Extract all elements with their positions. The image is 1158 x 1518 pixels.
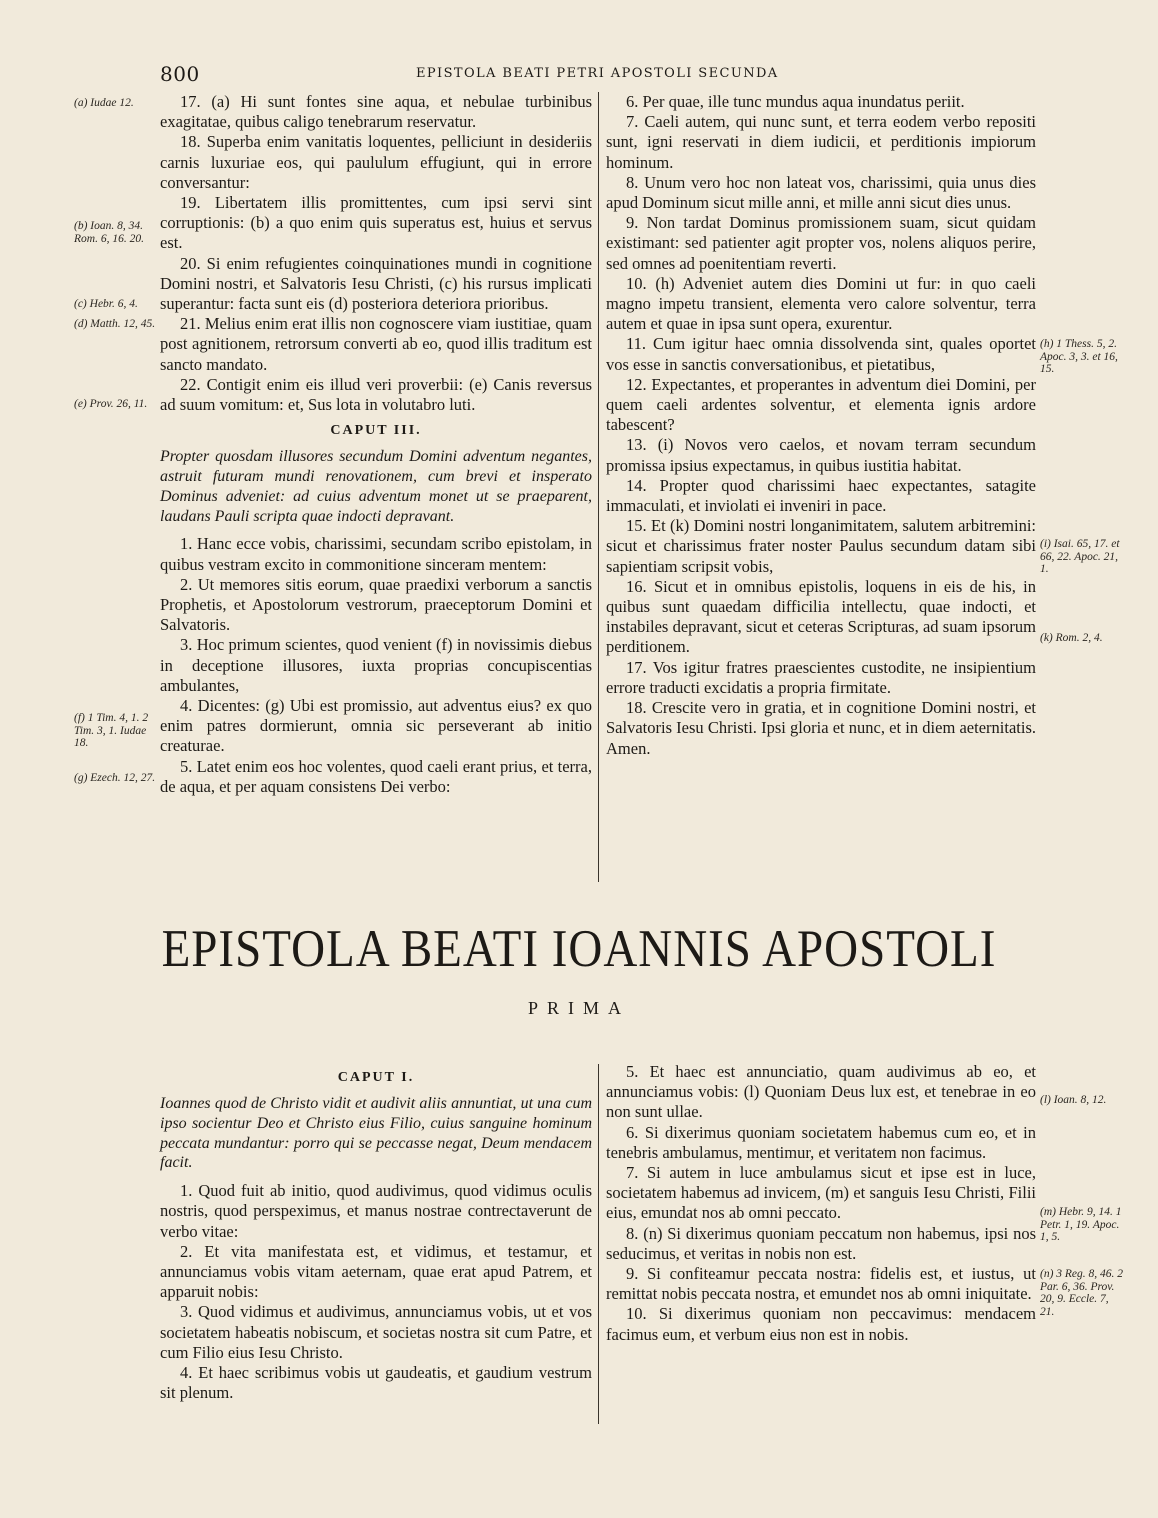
verse: 12. Expectantes, et properantes in adventum diei Domini, per quem caeli ardentes solventur, et elementa ignis ardore tabescent? <box>606 374 1036 435</box>
verse: 2. Et vita manifestata est, et vidimus, et testamur, et annunciamus vobis vitam aeternam, quae erat apud Patrem, et apparuit nobis: <box>160 1241 592 1302</box>
top-right-column <box>606 92 1036 759</box>
verse: 17. Vos igitur fratres praescientes custodite, ne insipientium errore traducti excidatis a propria firmitate. <box>606 657 1036 697</box>
margin-note: (i) Isai. 65, 17. et 66, 22. Apoc. 21, 1. <box>1040 538 1120 575</box>
verse: 22. Contigit enim eis illud veri proverbii: (e) Canis reversus ad suum vomitum: et, Sus lota in volutabro luti. <box>160 374 592 415</box>
verse: 11. Cum igitur haec omnia dissolvenda sint, quales oportet vos esse in sanctis conversationibus, et pietatibus, <box>606 334 1036 374</box>
verse: 7. Si autem in luce ambulamus sicut et ipse est in luce, societatem habemus ad invicem, (m) et sanguis Iesu Christi, Filii eius, emundat nos ab omni peccato. <box>606 1163 1036 1223</box>
verse: 10. Si dixerimus quoniam non peccavimus: mendacem facimus eum, et verbum eius non est in nobis. <box>606 1304 1036 1344</box>
margin-note: (e) Prov. 26, 11. <box>74 398 148 410</box>
chapter-summary: Propter quosdam illusores secundum Domini adventum negantes, astruit futuram mundi renovationem, cum brevi et insperato Dominus adveniet: ad cuius adventum monet ut se praeparent, laudans Pauli scripta quae indocti depravant. <box>160 448 592 525</box>
running-head <box>160 62 800 86</box>
verse: 6. Per quae, ille tunc mundus aqua inundatus periit. <box>626 92 965 111</box>
verse: 20. Si enim refugientes coinquinationes mundi in cognitione Domini nostri, et Salvatoris Iesu Christi, (c) his rursus implicati superantur: facta sunt eis (d) posteriora deteriora prioribus. <box>160 253 592 314</box>
verse: 14. Propter quod charissimi haec expectantes, satagite immaculati, et inviolati ei inveniri in pace. <box>606 475 1036 516</box>
margin-note: (a) Iudae 12. <box>74 97 134 109</box>
margin-note: (d) Matth. 12, 45. <box>74 318 156 330</box>
verse: 15. Et (k) Domini nostri longanimitatem, salutem arbitremini: sicut et charissimus frater noster Paulus secundum datam sibi sapientiam scripsit vobis, <box>606 516 1036 576</box>
margin-note: (b) Ioan. 8, 34. Rom. 6, 16. 20. <box>74 220 144 245</box>
column-divider-bottom <box>598 1064 599 1424</box>
bottom-right-column <box>606 1062 1036 1345</box>
verse: 13. (i) Novos vero caelos, et novam terram secundum promissa ipsius expectamus, in quibus iustitia habitat. <box>606 435 1036 475</box>
verse: 2. Ut memores sitis eorum, quae praedixi verborum a sanctis Prophetis, et Apostolorum vestrorum, praeceptorum Domini et Salvatoris. <box>160 574 592 635</box>
margin-note: (f) 1 Tim. 4, 1. 2 Tim. 3, 1. Iudae 18. <box>74 712 149 749</box>
caput-heading: CAPUT III. <box>330 423 422 439</box>
verse: 10. (h) Adveniet autem dies Domini ut fur: in quo caeli magno impetu transient, elementa vero calore solventur, terra autem et quae in ipsa sunt opera, exurentur. <box>606 273 1036 334</box>
verse: 5. Et haec est annunciatio, quam audivimus ab eo, et annunciamus vobis: (l) Quoniam Deus lux est, et tenebrae in eo non sunt ullae. <box>606 1062 1036 1122</box>
verse: 3. Hoc primum scientes, quod venient (f) in novissimis diebus in deceptione illusores, iuxta proprias concupiscentias ambulantes, <box>160 635 592 695</box>
top-left-column <box>160 92 592 797</box>
verse: 3. Quod vidimus et audivimus, annunciamus vobis, ut et vos societatem habeatis nobiscum, et societas nostra sit cum Patre, et cum Filio eius Iesu Christo. <box>160 1302 592 1362</box>
verse: 9. Non tardat Dominus promissionem suam, sicut quidam existimant: sed patienter agit propter vos, nolens aliquos perire, sed omnes ad poenitentiam reverti. <box>606 213 1036 273</box>
verse: 7. Caeli autem, qui nunc sunt, et terra eodem verbo repositi sunt, igni reservati in diem iudicii, et perditionis impiorum hominum. <box>606 112 1036 172</box>
verse: 9. Si confiteamur peccata nostra: fidelis est, et iustus, ut remittat nobis peccata nostra, et emundet nos ab omni iniquitate. <box>606 1264 1036 1304</box>
caput-heading: CAPUT I. <box>337 1070 415 1085</box>
margin-note: (n) 3 Reg. 8, 46. 2 Par. 6, 36. Prov. 20, 9. Eccle. 7, 21. <box>1040 1268 1124 1318</box>
epistle-title: EPISTOLA BEATI IOANNIS APOSTOLI <box>161 919 997 979</box>
margin-note: (k) Rom. 2, 4. <box>1040 632 1103 644</box>
verse: 1. Hanc ecce vobis, charissimi, secundam scribo epistolam, in quibus vestram excito in commonitione sinceram mentem: <box>160 534 592 574</box>
verse: 8. Unum vero hoc non lateat vos, charissimi, quia unus dies apud Dominum sicut mille anni, et mille anni sicut dies unus. <box>606 172 1036 213</box>
chapter-summary: Ioannes quod de Christo vidit et audivit aliis annuntiat, ut una cum ipso socientur Deo et Christo eius Filio, cuius sanguine hominum peccata mundantur: porro qui se peccasse negat, Deum mendacem facit. <box>160 1095 592 1172</box>
column-divider-top <box>598 92 599 882</box>
margin-note: (c) Hebr. 6, 4. <box>74 298 138 310</box>
verse: 16. Sicut et in omnibus epistolis, loquens in eis de his, in quibus sunt quaedam difficilia intellectu, quae indocti, et instabiles depravant, sicut et ceteras Scripturas, ad suam ipsorum perditionem. <box>606 576 1036 657</box>
verse: 17. (a) Hi sunt fontes sine aqua, et nebulae turbinibus exagitatae, quibus caligo tenebrarum reservatur. <box>160 92 592 132</box>
verse: 4. Dicentes: (g) Ubi est promissio, aut adventus eius? ex quo enim patres dormierunt, omnia sic perseverant ab initio creaturae. <box>160 696 592 756</box>
margin-note: (l) Ioan. 8, 12. <box>1040 1094 1107 1106</box>
verse: 4. Et haec scribimus vobis ut gaudeatis, et gaudium vestrum sit plenum. <box>160 1363 592 1403</box>
verse: 8. (n) Si dixerimus quoniam peccatum non habemus, ipsi nos seducimus, et veritas in nobis non est. <box>606 1223 1036 1263</box>
margin-note: (g) Ezech. 12, 27. <box>74 772 156 784</box>
verse: 6. Si dixerimus quoniam societatem habemus cum eo, et in tenebris ambulamus, mentimur, et veritatem non facimus. <box>606 1122 1036 1162</box>
running-title: EPISTOLA BEATI PETRI APOSTOLI SECUNDA <box>416 66 779 81</box>
verse: 5. Latet enim eos hoc volentes, quod caeli erant prius, et terra, de aqua, et per aquam consistens Dei verbo: <box>160 756 592 796</box>
margin-note: (h) 1 Thess. 5, 2. Apoc. 3, 3. et 16, 15. <box>1040 338 1118 375</box>
bottom-left-column <box>160 1062 592 1403</box>
verse: 18. Crescite vero in gratia, et in cognitione Domini nostri, et Salvatoris Iesu Christi. Ipsi gloria et nunc, et in diem aeternitatis. Amen. <box>606 698 1036 758</box>
verse: 21. Melius enim erat illis non cognoscere viam iustitiae, quam post agnitionem, retrorsum converti ab eo, quod illis traditum est sancto mandato. <box>160 314 592 374</box>
epistle-subtitle: PRIMA <box>527 998 630 1018</box>
verse: 19. Libertatem illis promittentes, cum ipsi servi sint corruptionis: (b) a quo enim quis superatus est, huius et servus est. <box>160 193 592 253</box>
verse: 18. Superba enim vanitatis loquentes, pelliciunt in desideriis carnis luxuriae eos, qui paululum effugiunt, qui in errore conversantur: <box>160 132 592 192</box>
verse: 1. Quod fuit ab initio, quod audivimus, quod vidimus oculis nostris, quod perspeximus, et manus nostrae contrectaverunt de verbo vitae: <box>160 1181 592 1241</box>
page-number: 800 <box>160 62 200 86</box>
margin-note: (m) Hebr. 9, 14. 1 Petr. 1, 19. Apoc. 1, 5. <box>1040 1206 1122 1243</box>
